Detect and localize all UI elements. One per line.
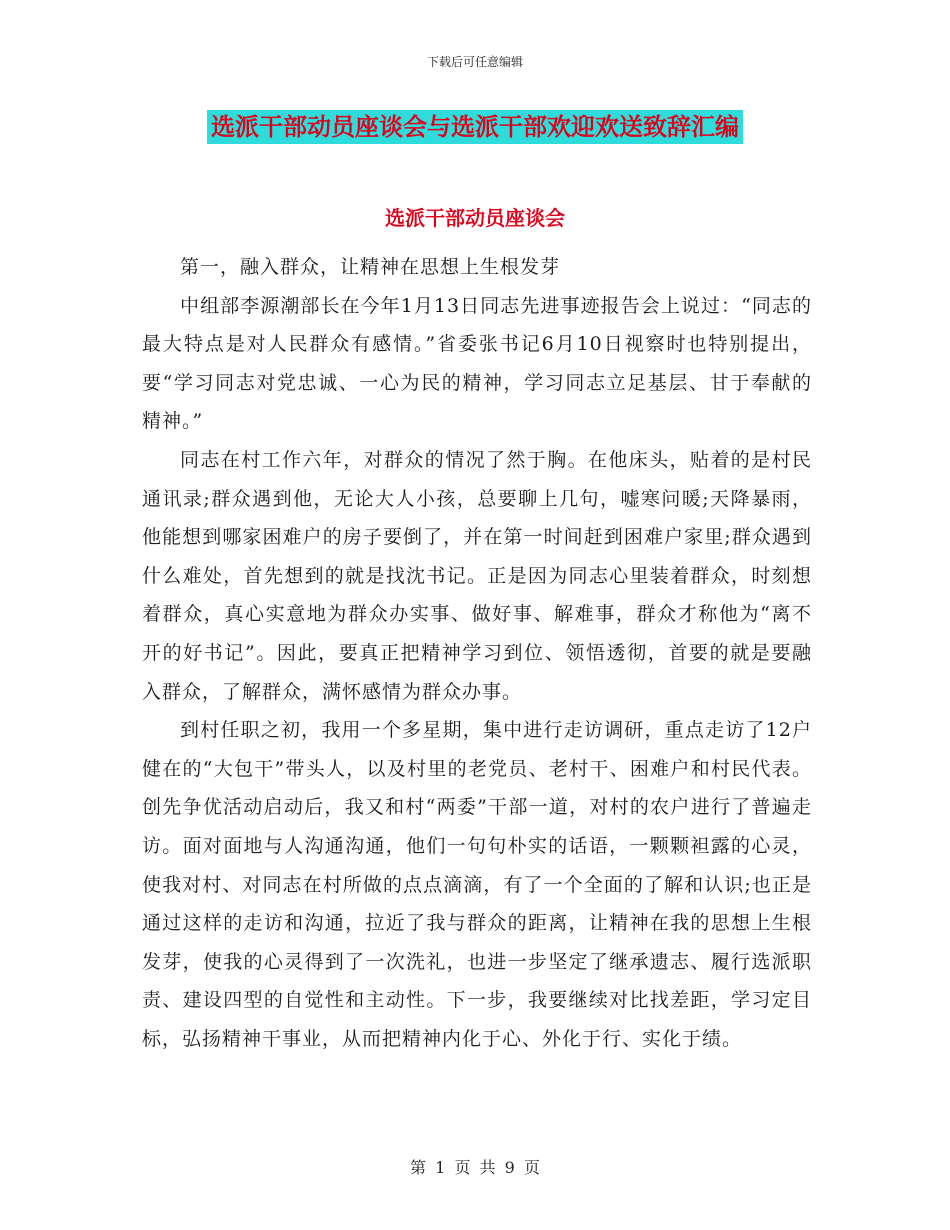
- document-title: 选派干部动员座谈会与选派干部欢迎欢送致辞汇编: [207, 110, 743, 144]
- footer-page-number: 1: [435, 1158, 446, 1177]
- paragraph: 到村任职之初，我用一个多星期，集中进行走访调研，重点走访了12户健在的“大包干”带头人，以及村里的老党员、老村干、困难户和村民代表。创先争优活动启动后，我又和村“两委”干部一道，对村的农户进行了普遍走访。面对面地与人沟通沟通，他们一句句朴实的话语，一颗颗袒露的心灵，使我对村、对同志在村所做的点点滴滴，有了一个全面的了解和认识;也正是通过这样的走访和沟通，拉近了我与群众的距离，让精神在我的思想上生根发芽，使我的心灵得到了一次洗礼，也进一步坚定了继承遗志、履行选派职责、建设四型的自觉性和主动性。下一步，我要继续对比找差距，学习定目标，弘扬精神干事业，从而把精神内化于心、外化于行、实化于绩。: [142, 719, 812, 1050]
- header-note: 下载后可任意编辑: [426, 55, 523, 69]
- paragraph-heading: 第一，融入群众，让精神在思想上生根发芽: [180, 256, 561, 278]
- footer-suffix: 页: [523, 1158, 540, 1177]
- page-footer: [0, 1155, 950, 1178]
- document-body: [142, 248, 812, 1058]
- footer-prefix: 第: [410, 1158, 427, 1177]
- paragraph: 中组部李源潮部长在今年1月13日同志先进事迹报告会上说过：“同志的最大特点是对人民群众有感情。”省委张书记6月10日视察时也特别提出，要“学习同志对党忠诚、一心为民的精神，学习同志立足基层、甘于奉献的精神。”: [142, 294, 812, 433]
- footer-page-word: 页: [454, 1158, 471, 1177]
- section-title: 选派干部动员座谈会: [385, 206, 565, 230]
- footer-total-word: 共: [479, 1158, 496, 1177]
- footer-total-pages: 9: [504, 1158, 515, 1177]
- paragraph: 同志在村工作六年，对群众的情况了然于胸。在他床头，贴着的是村民通讯录;群众遇到他，无论大人小孩，总要聊上几句，嘘寒问暖;天降暴雨，他能想到哪家困难户的房子要倒了，并在第一时间赶到困难户家里;群众遇到什么难处，首先想到的就是找沈书记。正是因为同志心里装着群众，时刻想着群众，真心实意地为群众办实事、做好事、解难事，群众才称他为“离不开的好书记”。因此，要真正把精神学习到位、领悟透彻，首要的就是要融入群众，了解群众，满怀感情为群众办事。: [142, 448, 812, 703]
